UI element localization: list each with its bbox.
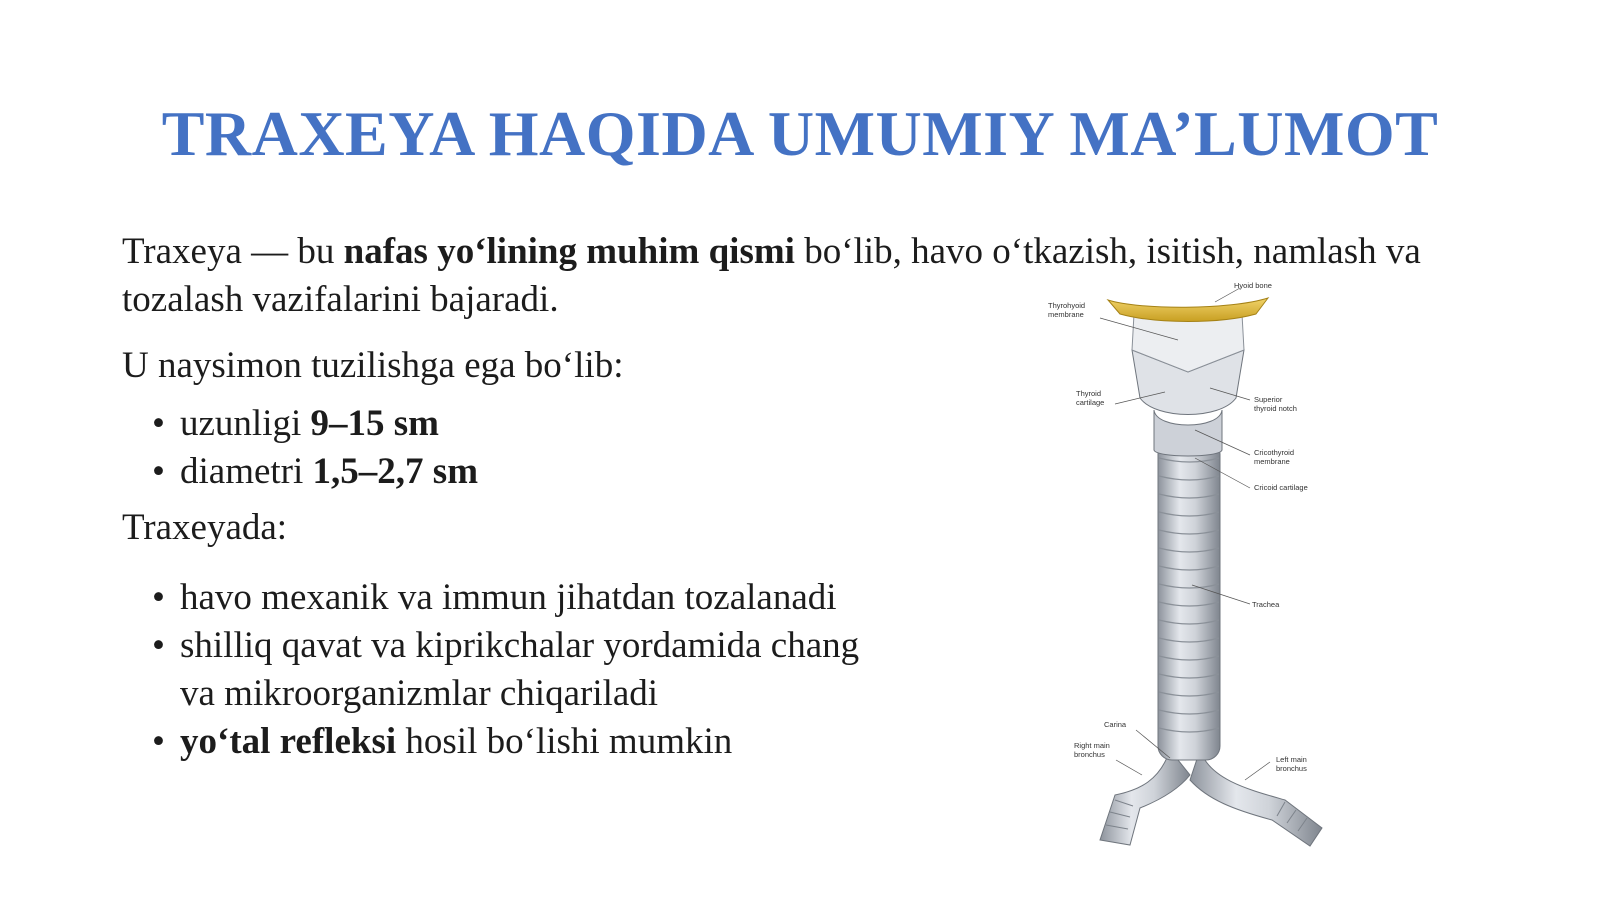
cricoid-cartilage xyxy=(1154,410,1222,456)
function-text: havo mexanik va immun jihatdan tozalanadi xyxy=(180,577,837,618)
label-left-bronchus-2: bronchus xyxy=(1276,764,1307,773)
traxeyada-heading: Traxeyada: xyxy=(122,507,288,548)
diameter-value: 1,5–2,7 sm xyxy=(312,451,479,492)
label-thyroid-2: cartilage xyxy=(1076,398,1105,407)
function-text: shilliq qavat va kiprikchalar yordamida chang va mikroorganizmlar chiqariladi xyxy=(180,625,860,714)
list-item xyxy=(152,574,892,622)
list-item-length xyxy=(152,400,892,448)
intro-bold: nafas yo‘lining muhim qismi xyxy=(343,231,795,272)
list-item xyxy=(152,718,892,766)
label-trachea: Trachea xyxy=(1252,600,1280,609)
function-bold: yo‘tal refleksi xyxy=(180,721,397,762)
label-superior-2: thyroid notch xyxy=(1254,404,1297,413)
length-value: 9–15 sm xyxy=(310,403,439,444)
list-item-diameter xyxy=(152,448,892,496)
list-item xyxy=(152,622,892,718)
label-cricothyroid-1: Cricothyroid xyxy=(1254,448,1295,457)
label-thyroid-1: Thyroid xyxy=(1076,389,1102,398)
label-cricoid: Cricoid cartilage xyxy=(1254,483,1308,492)
label-right-bronchus-2: bronchus xyxy=(1074,750,1105,759)
function-list xyxy=(122,574,892,766)
structure-intro: U naysimon tuzilishga ega bo‘lib: xyxy=(122,345,624,386)
hyoid-bone xyxy=(1108,298,1268,322)
label-left-bronchus-1: Left main xyxy=(1276,755,1307,764)
length-label: uzunligi xyxy=(180,403,311,444)
label-cricothyroid-2: membrane xyxy=(1254,457,1290,466)
trachea-diagram xyxy=(1048,280,1360,870)
trachea-illustration xyxy=(1048,280,1360,870)
right-bronchus xyxy=(1100,750,1190,845)
intro-prefix: Traxeya — bu xyxy=(122,231,344,272)
function-text: hosil bo‘lishi mumkin xyxy=(396,721,733,762)
label-thyrohyoid-2: membrane xyxy=(1048,310,1084,319)
label-right-bronchus-1: Right main xyxy=(1074,741,1110,750)
intro-suffix: bo‘lib, havo o‘tkazish, isitish, namlash va tozalash vazifalarini bajaradi. xyxy=(122,231,1421,320)
diameter-label: diametri xyxy=(180,451,313,492)
structure-list xyxy=(122,400,892,496)
label-hyoid-bone: Hyoid bone xyxy=(1234,281,1272,290)
slide-title: TRAXEYA HAQIDA UMUMIY MA’LUMOT xyxy=(161,98,1439,169)
label-carina: Carina xyxy=(1104,720,1127,729)
label-thyrohyoid-1: Thyrohyoid xyxy=(1048,301,1086,310)
label-superior-1: Superior xyxy=(1254,395,1283,404)
